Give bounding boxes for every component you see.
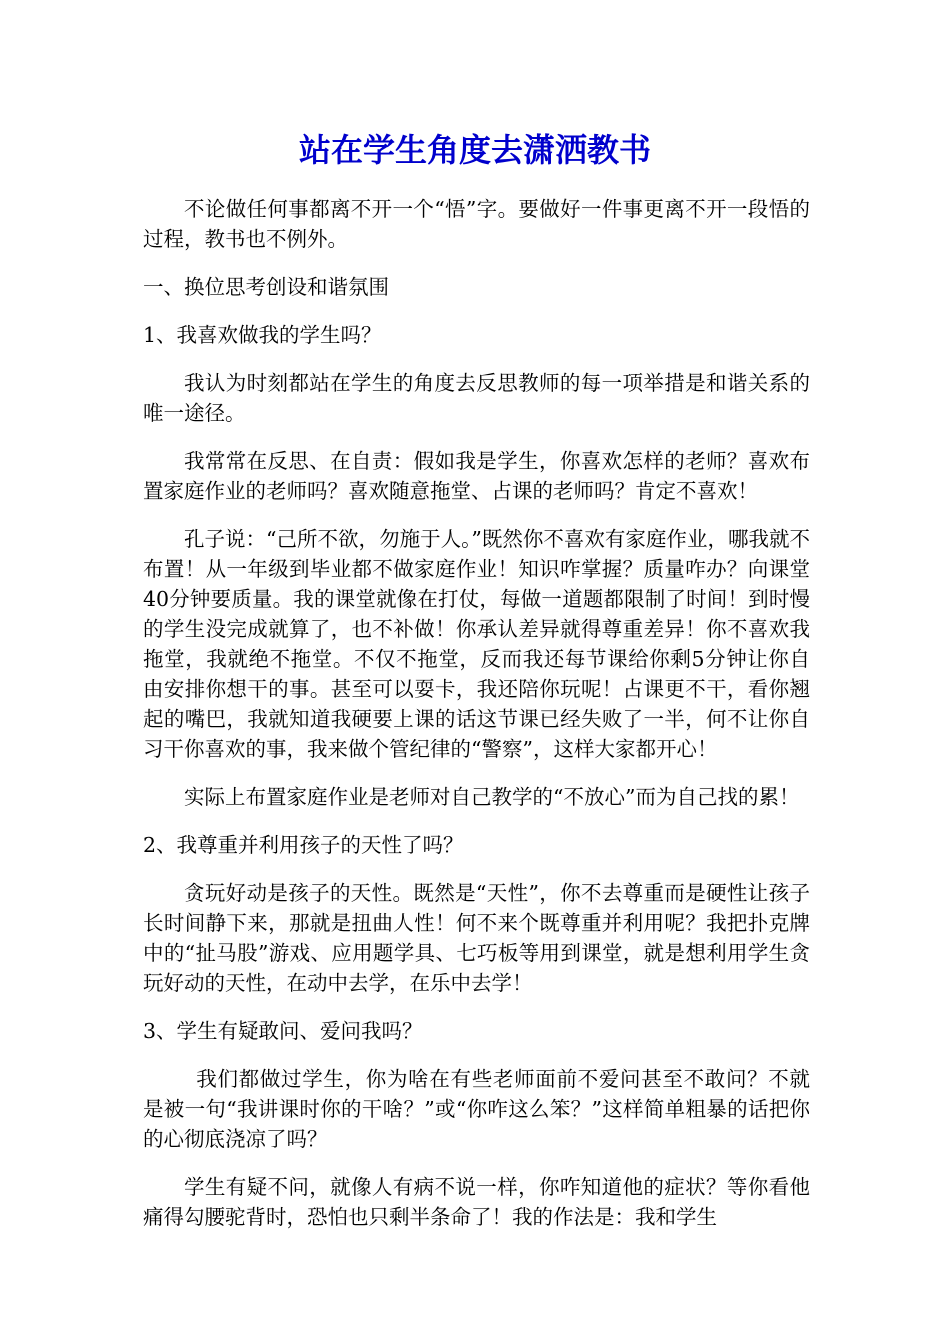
document-body	[143, 194, 810, 1250]
paragraph: 孔子说：“己所不欲，勿施于人。”既然你不喜欢有家庭作业，哪我就不布置！从一年级到毕业都不做家庭作业！知识咋掌握？质量咋办？向课堂40分钟要质量。我的课堂就像在打仗，每做一道题都限制了时间！到时慢的学生没完成就算了，也不补做！你承认差异就得尊重差异！你不喜欢我拖堂，我就绝不拖堂。不仅不拖堂，反而我还每节课给你剩5分钟让你自由安排你想干的事。甚至可以耍卡，我还陪你玩呢！占课更不干，看你翘起的嘴巴，我就知道我硬要上课的话这节课已经失败了一半，何不让你自习干你喜欢的事，我来做个管纪律的“警察”，这样大家都开心！	[143, 527, 810, 761]
paragraph: 我常常在反思、在自责：假如我是学生，你喜欢怎样的老师？喜欢布置家庭作业的老师吗？喜欢随意拖堂、占课的老师吗？肯定不喜欢！	[143, 449, 810, 503]
paragraph: 贪玩好动是孩子的天性。既然是“天性”，你不去尊重而是硬性让孩子长时间静下来，那就是扭曲人性！何不来个既尊重并利用呢？我把扑克牌中的“扯马股”游戏、应用题学具、七巧板等用到课堂，就是想利用学生贪玩好动的天性，在动中去学，在乐中去学！	[143, 881, 810, 995]
section-heading-1: 一、换位思考创设和谐氛围	[143, 275, 389, 299]
paragraph: 实际上布置家庭作业是老师对自己教学的“不放心”而为自己找的累！	[184, 785, 800, 809]
paragraph: 学生有疑不问，就像人有病不说一样，你咋知道他的症状？等你看他痛得勾腰驼背时，恐怕也只剩半条命了！我的作法是：我和学生	[143, 1175, 810, 1229]
paragraph: 我认为时刻都站在学生的角度去反思教师的每一项举措是和谐关系的唯一途径。	[143, 371, 810, 425]
subheading-2: 2、我尊重并利用孩子的天性了吗？	[143, 833, 464, 857]
paragraph: 我们都做过学生，你为啥在有些老师面前不爱问甚至不敢问？不就是被一句“我讲课时你的干啥？”或“你咋这么笨？”这样简单粗暴的话把你的心彻底浇凉了吗？	[143, 1067, 810, 1151]
subheading-1: 1、我喜欢做我的学生吗？	[143, 323, 382, 347]
subheading-3: 3、学生有疑敢问、爱问我吗？	[143, 1019, 423, 1043]
document-title: 站在学生角度去潇洒教书	[298, 131, 651, 169]
paragraph-intro: 不论做任何事都离不开一个“悟”字。要做好一件事更离不开一段悟的过程，教书也不例外。	[143, 197, 810, 251]
